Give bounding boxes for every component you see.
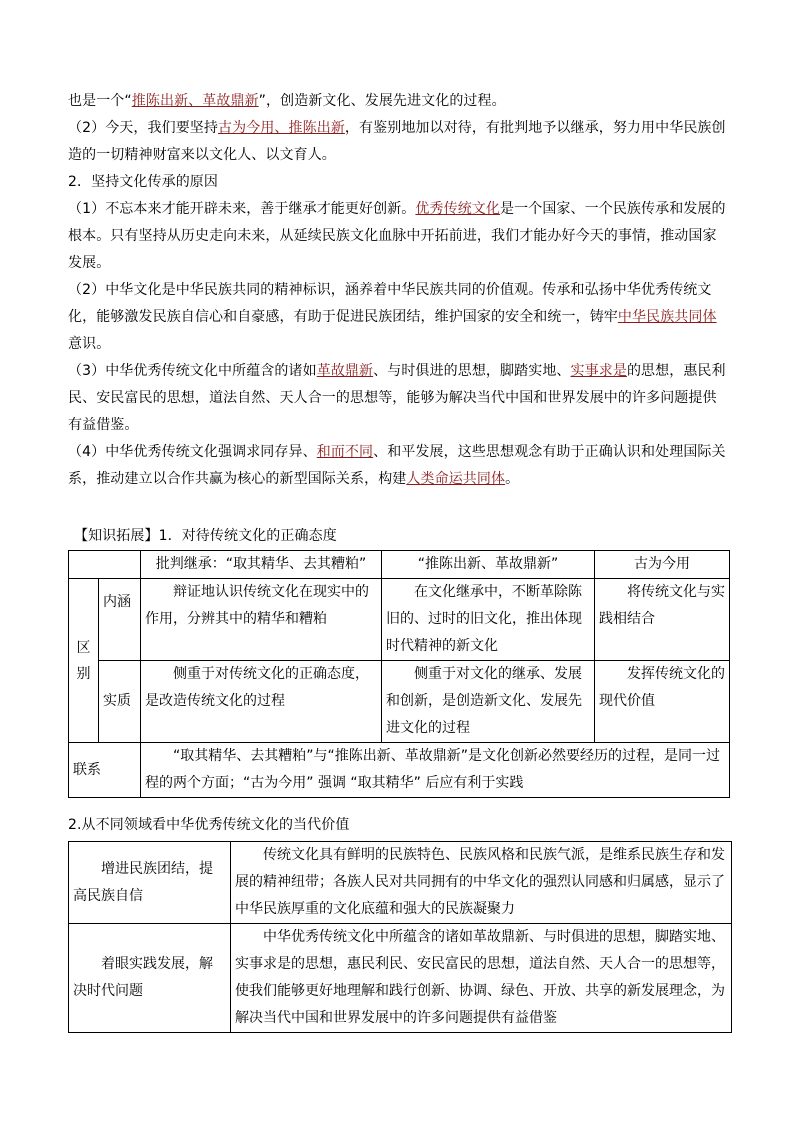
text: ”，创造新文化、发展先进文化的过程。 [258, 93, 506, 109]
text: 的思想，惠民利民、安民富民的思想，道法自然、天人合一的思想等，能够为解决当代中国和世界发展中的许多问题提供有益借鉴。 [68, 363, 726, 433]
paragraph-point-2 [68, 115, 728, 169]
keyword: 实事求是 [570, 363, 627, 379]
reason-2 [68, 277, 728, 358]
reason-3 [68, 358, 728, 439]
group-label-char: 区 [76, 639, 91, 656]
table-row [69, 842, 732, 924]
text: （3）中华优秀传统文化中所蕴含的诸如 [68, 363, 317, 379]
attitude-table [68, 550, 730, 798]
reason-1 [68, 196, 728, 277]
row-label: 内涵 [99, 579, 141, 661]
text: （2）今天，我们要坚持 [68, 120, 219, 136]
text: 、与时俱进的思想，脚踏实地、 [373, 363, 571, 379]
table-row [69, 924, 732, 1033]
text: 意识。 [68, 336, 111, 352]
text: 、和平发展，这些思想观念有助于正确认识和处理国际关系，推动建立以合作共赢为核心的新型国际关系，构建 [68, 444, 726, 487]
group-label-char: 别 [76, 665, 91, 682]
keyword: 和而不同 [316, 444, 374, 460]
text: （2）中华文化是中华民族共同的精神标识，涵养着中华民族共同的价值观。传承和弘扬中华优秀传统文化，能够激发民族自信心和自豪感，有助于促进民族团结，维护国家的安全和统一，铸牢 [68, 282, 712, 325]
table-header-row [69, 551, 730, 579]
header-empty-cell [69, 551, 141, 579]
reason-4 [68, 439, 728, 493]
row-label: 着眼实践发展，解决时代问题 [69, 924, 231, 1033]
group-label [69, 579, 99, 743]
table-row [69, 743, 730, 798]
spacer [68, 493, 728, 523]
keyword: 人类命运共同体 [406, 471, 506, 487]
table-cell: 在文化继承中，不断革除陈旧的、过时的旧文化，推出体现时代精神的新文化 [382, 579, 595, 661]
paragraph-continuation [68, 88, 728, 115]
table-cell: 将传统文化与实践相结合 [595, 579, 730, 661]
text: ，有鉴别地加以对待，有批判地予以继承，努力用中华民族创造的一切精神财富来以文化人、以文育人。 [68, 120, 726, 163]
spacer [68, 798, 728, 812]
values-title: 2.从不同领域看中华优秀传统文化的当代价值 [68, 817, 350, 833]
values-table [68, 841, 732, 1033]
keyword: 革故鼎新 [316, 363, 374, 379]
keyword: 优秀传统文化 [415, 201, 501, 217]
row-label: 实质 [99, 661, 141, 743]
extension-title: 【知识拓展】1．对待传统文化的正确态度 [74, 528, 337, 544]
column-header: 古为今用 [595, 551, 730, 579]
row-label: 增进民族团结，提高民族自信 [69, 842, 231, 924]
keyword: 中华民族共同体 [617, 309, 717, 325]
table-cell: 发挥传统文化的现代价值 [595, 661, 730, 743]
keyword: 推陈出新、革故鼎新 [131, 93, 259, 109]
table-cell: 侧重于对文化的继承、发展和创新，是创造新文化、发展先进文化的过程 [382, 661, 595, 743]
table-row [69, 579, 730, 661]
table-cell: 传统文化具有鲜明的民族特色、民族风格和民族气派，是维系民族生存和发展的精神纽带；各族人民对共同拥有的中华文化的强烈认同感和归属感，显示了中华民族厚重的文化底蕴和强大的民族凝聚力 [231, 842, 732, 924]
text: 是一个国家、一个民族传承和发展的根本。只有坚持从历史走向未来，从延续民族文化血脉中开拓前进，我们才能办好今天的事情，推动国家发展。 [68, 201, 726, 271]
table-row [69, 661, 730, 743]
table-cell: “取其精华、去其糟粕”与“推陈出新、革故鼎新”是文化创新必然要经历的过程，是同一过程的两个方面；“古为今用” 强调 “取其精华” 后应有利于实践 [141, 743, 730, 798]
table-cell: 侧重于对传统文化的正确态度，是改造传统文化的过程 [141, 661, 382, 743]
text: （4）中华优秀传统文化强调求同存异、 [68, 444, 317, 460]
row-label: 联系 [69, 743, 141, 798]
table-cell: 中华优秀传统文化中所蕴含的诸如革故鼎新、与时俱进的思想，脚踏实地、实事求是的思想，惠民利民、安民富民的思想，道法自然、天人合一的思想等，使我们能够更好地理解和践行创新、协调、绿色、开放、共享的新发展理念，为解决当代中国和世界发展中的许多问题提供有益借鉴 [231, 924, 732, 1033]
table-cell: 辩证地认识传统文化在现实中的作用，分辨其中的精华和糟粕 [141, 579, 382, 661]
text: 。 [505, 471, 520, 487]
column-header: 批判继承：“取其精华、去其糟粕” [141, 551, 382, 579]
text: （1）不忘本来才能开辟未来，善于继承才能更好创新。 [68, 201, 416, 217]
section-heading: 2．坚持文化传承的原因 [68, 174, 219, 190]
document-page [68, 88, 728, 1033]
keyword: 古为今用、推陈出新 [218, 120, 345, 136]
text: 也是一个“ [68, 93, 132, 109]
column-header: “推陈出新、革故鼎新” [382, 551, 595, 579]
